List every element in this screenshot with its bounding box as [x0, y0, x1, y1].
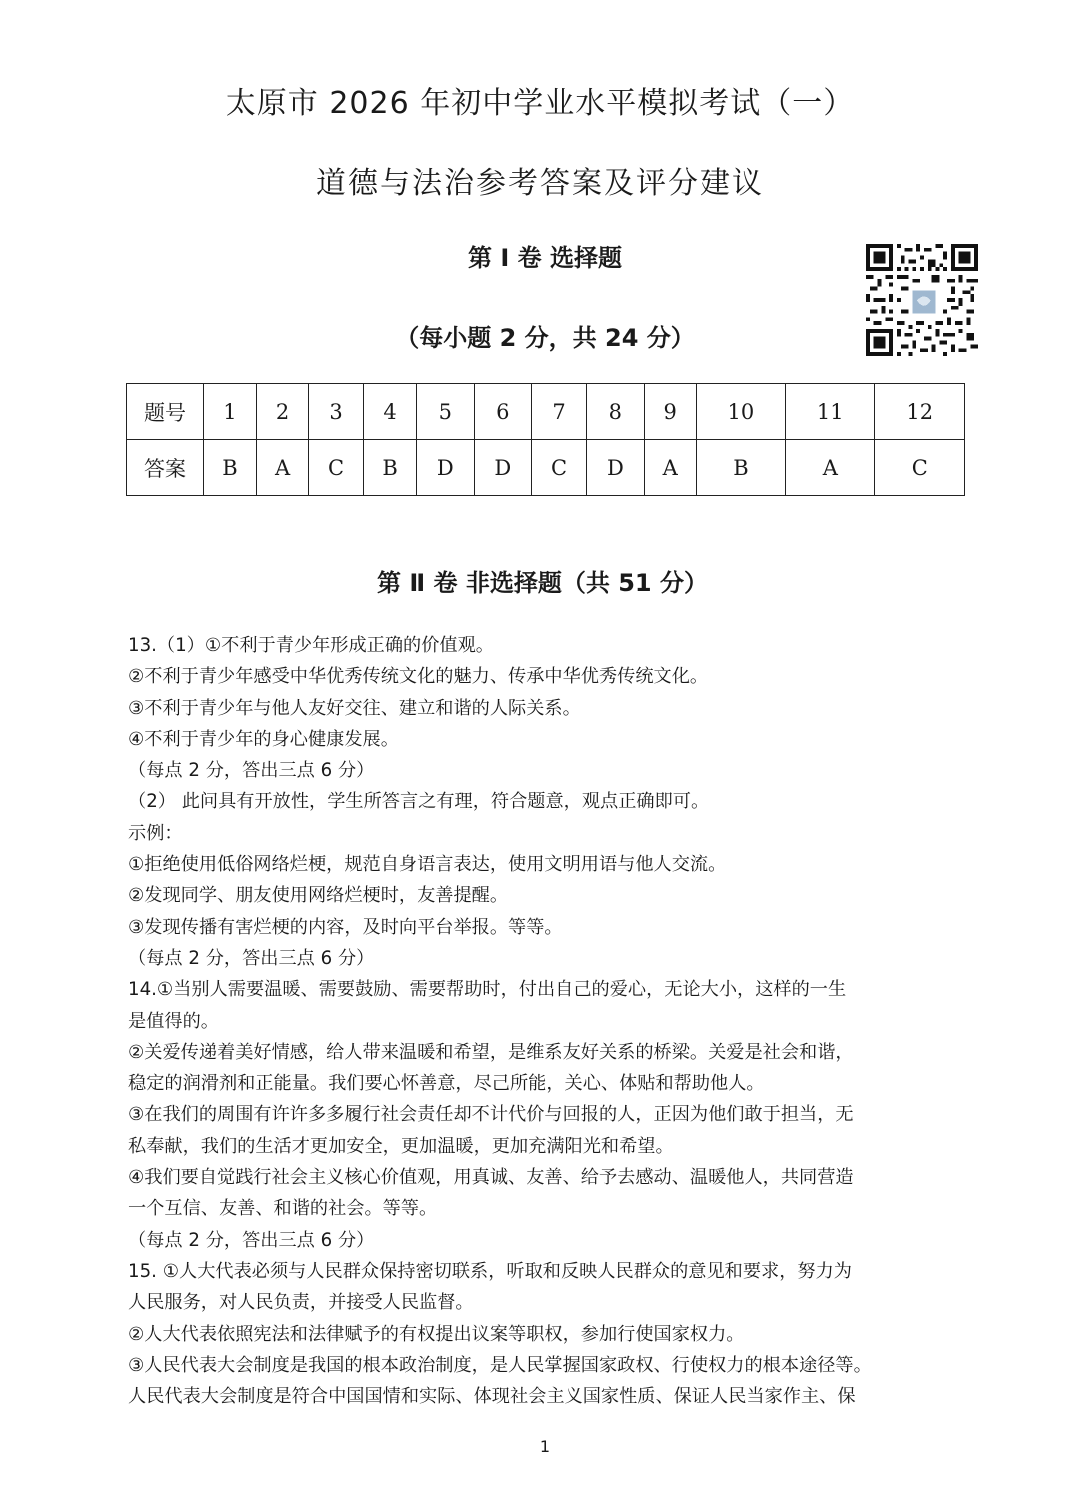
answer-cell: A [786, 440, 875, 496]
question-number-cell: 10 [696, 384, 785, 440]
question-number-cell: 5 [417, 384, 475, 440]
answer-cell: D [587, 440, 645, 496]
answer-cell: D [474, 440, 532, 496]
text-line: ①拒绝使用低俗网络烂梗，规范自身语言表达，使用文明用语与他人交流。 [128, 854, 727, 876]
question-number-cell: 8 [587, 384, 645, 440]
table-header-cell: 答案 [127, 440, 204, 496]
answer-table [126, 383, 965, 496]
answer-table-answer-row [127, 440, 965, 496]
question-number-cell: 4 [364, 384, 417, 440]
text-line: 私奉献，我们的生活才更加安全，更加温暖，更加充满阳光和希望。 [128, 1135, 674, 1157]
text-line: （每点 2 分，答出三点 6 分） [128, 760, 375, 782]
answer-cell: A [644, 440, 696, 496]
text-line: 14.①当别人需要温暖、需要鼓励、需要帮助时，付出自己的爱心，无论大小，这样的一生 [128, 979, 847, 1001]
text-line: 是值得的。 [128, 1010, 219, 1032]
answer-cell: C [309, 440, 364, 496]
question-number-cell: 6 [474, 384, 532, 440]
text-line: ③人民代表大会制度是我国的根本政治制度，是人民掌握国家政权、行使权力的根本途径等。 [128, 1354, 872, 1376]
answer-cell: B [204, 440, 257, 496]
text-line: 人民代表大会制度是符合中国国情和实际、体现社会主义国家性质、保证人民当家作主、保 [128, 1386, 856, 1408]
text-line: 一个互信、友善、和谐的社会。等等。 [128, 1198, 438, 1220]
text-line: ③不利于青少年与他人友好交往、建立和谐的人际关系。 [128, 697, 581, 719]
text-line: （2） 此问具有开放性，学生所答言之有理，符合题意，观点正确即可。 [128, 791, 710, 813]
text-line: 15. ①人大代表必须与人民群众保持密切联系，听取和反映人民群众的意见和要求，努力为 [128, 1260, 852, 1282]
text-line: ②人大代表依照宪法和法律赋予的有权提出议案等职权，参加行使国家权力。 [128, 1323, 745, 1345]
table-header-cell: 题号 [127, 384, 204, 440]
part2-heading: 第 Ⅱ 卷 非选择题（共 51 分） [377, 569, 708, 597]
answer-cell: B [364, 440, 417, 496]
text-line: 人民服务，对人民负责，并接受人民监督。 [128, 1292, 474, 1314]
text-line: （每点 2 分，答出三点 6 分） [128, 947, 375, 969]
text-line: ④我们要自觉践行社会主义核心价值观，用真诚、友善、给予去感动、温暖他人，共同营造 [128, 1167, 854, 1189]
document-title: 太原市 2026 年初中学业水平模拟考试（一） [225, 86, 855, 121]
text-line: ②关爱传递着美好情感，给人带来温暖和希望，是维系友好关系的桥梁。关爱是社会和谐， [128, 1041, 854, 1063]
question-number-cell: 9 [644, 384, 696, 440]
question-number-cell: 1 [204, 384, 257, 440]
part1-score-note: （每小题 2 分，共 24 分） [395, 324, 695, 352]
text-line: （每点 2 分，答出三点 6 分） [128, 1229, 375, 1251]
document-subtitle: 道德与法治参考答案及评分建议 [316, 166, 764, 201]
answer-body [128, 630, 973, 1412]
answer-cell: A [256, 440, 308, 496]
text-line: ②不利于青少年感受中华优秀传统文化的魅力、传承中华优秀传统文化。 [128, 666, 709, 688]
text-line: ③在我们的周围有许许多多履行社会责任却不计代价与回报的人，正因为他们敢于担当，无 [128, 1104, 854, 1126]
answer-cell: C [875, 440, 965, 496]
part1-heading: 第 Ⅰ 卷 选择题 [468, 244, 622, 272]
question-number-cell: 11 [786, 384, 875, 440]
question-number-cell: 2 [256, 384, 308, 440]
page-number: 1 [539, 1437, 551, 1456]
text-line: ②发现同学、朋友使用网络烂梗时，友善提醒。 [128, 885, 509, 907]
text-line: ④不利于青少年的身心健康发展。 [128, 728, 399, 750]
answer-cell: C [532, 440, 587, 496]
answer-cell: D [417, 440, 475, 496]
answer-table-number-row [127, 384, 965, 440]
question-number-cell: 12 [875, 384, 965, 440]
text-line: 13.（1）①不利于青少年形成正确的价值观。 [128, 635, 494, 656]
text-line: 稳定的润滑剂和正能量。我们要心怀善意，尽己所能，关心、体贴和帮助他人。 [128, 1073, 765, 1095]
answer-cell: B [696, 440, 785, 496]
text-line: 示例： [128, 822, 183, 844]
text-line: ③发现传播有害烂梗的内容，及时向平台举报。等等。 [128, 916, 563, 938]
question-number-cell: 7 [532, 384, 587, 440]
qr-code-icon [866, 244, 978, 356]
question-number-cell: 3 [309, 384, 364, 440]
